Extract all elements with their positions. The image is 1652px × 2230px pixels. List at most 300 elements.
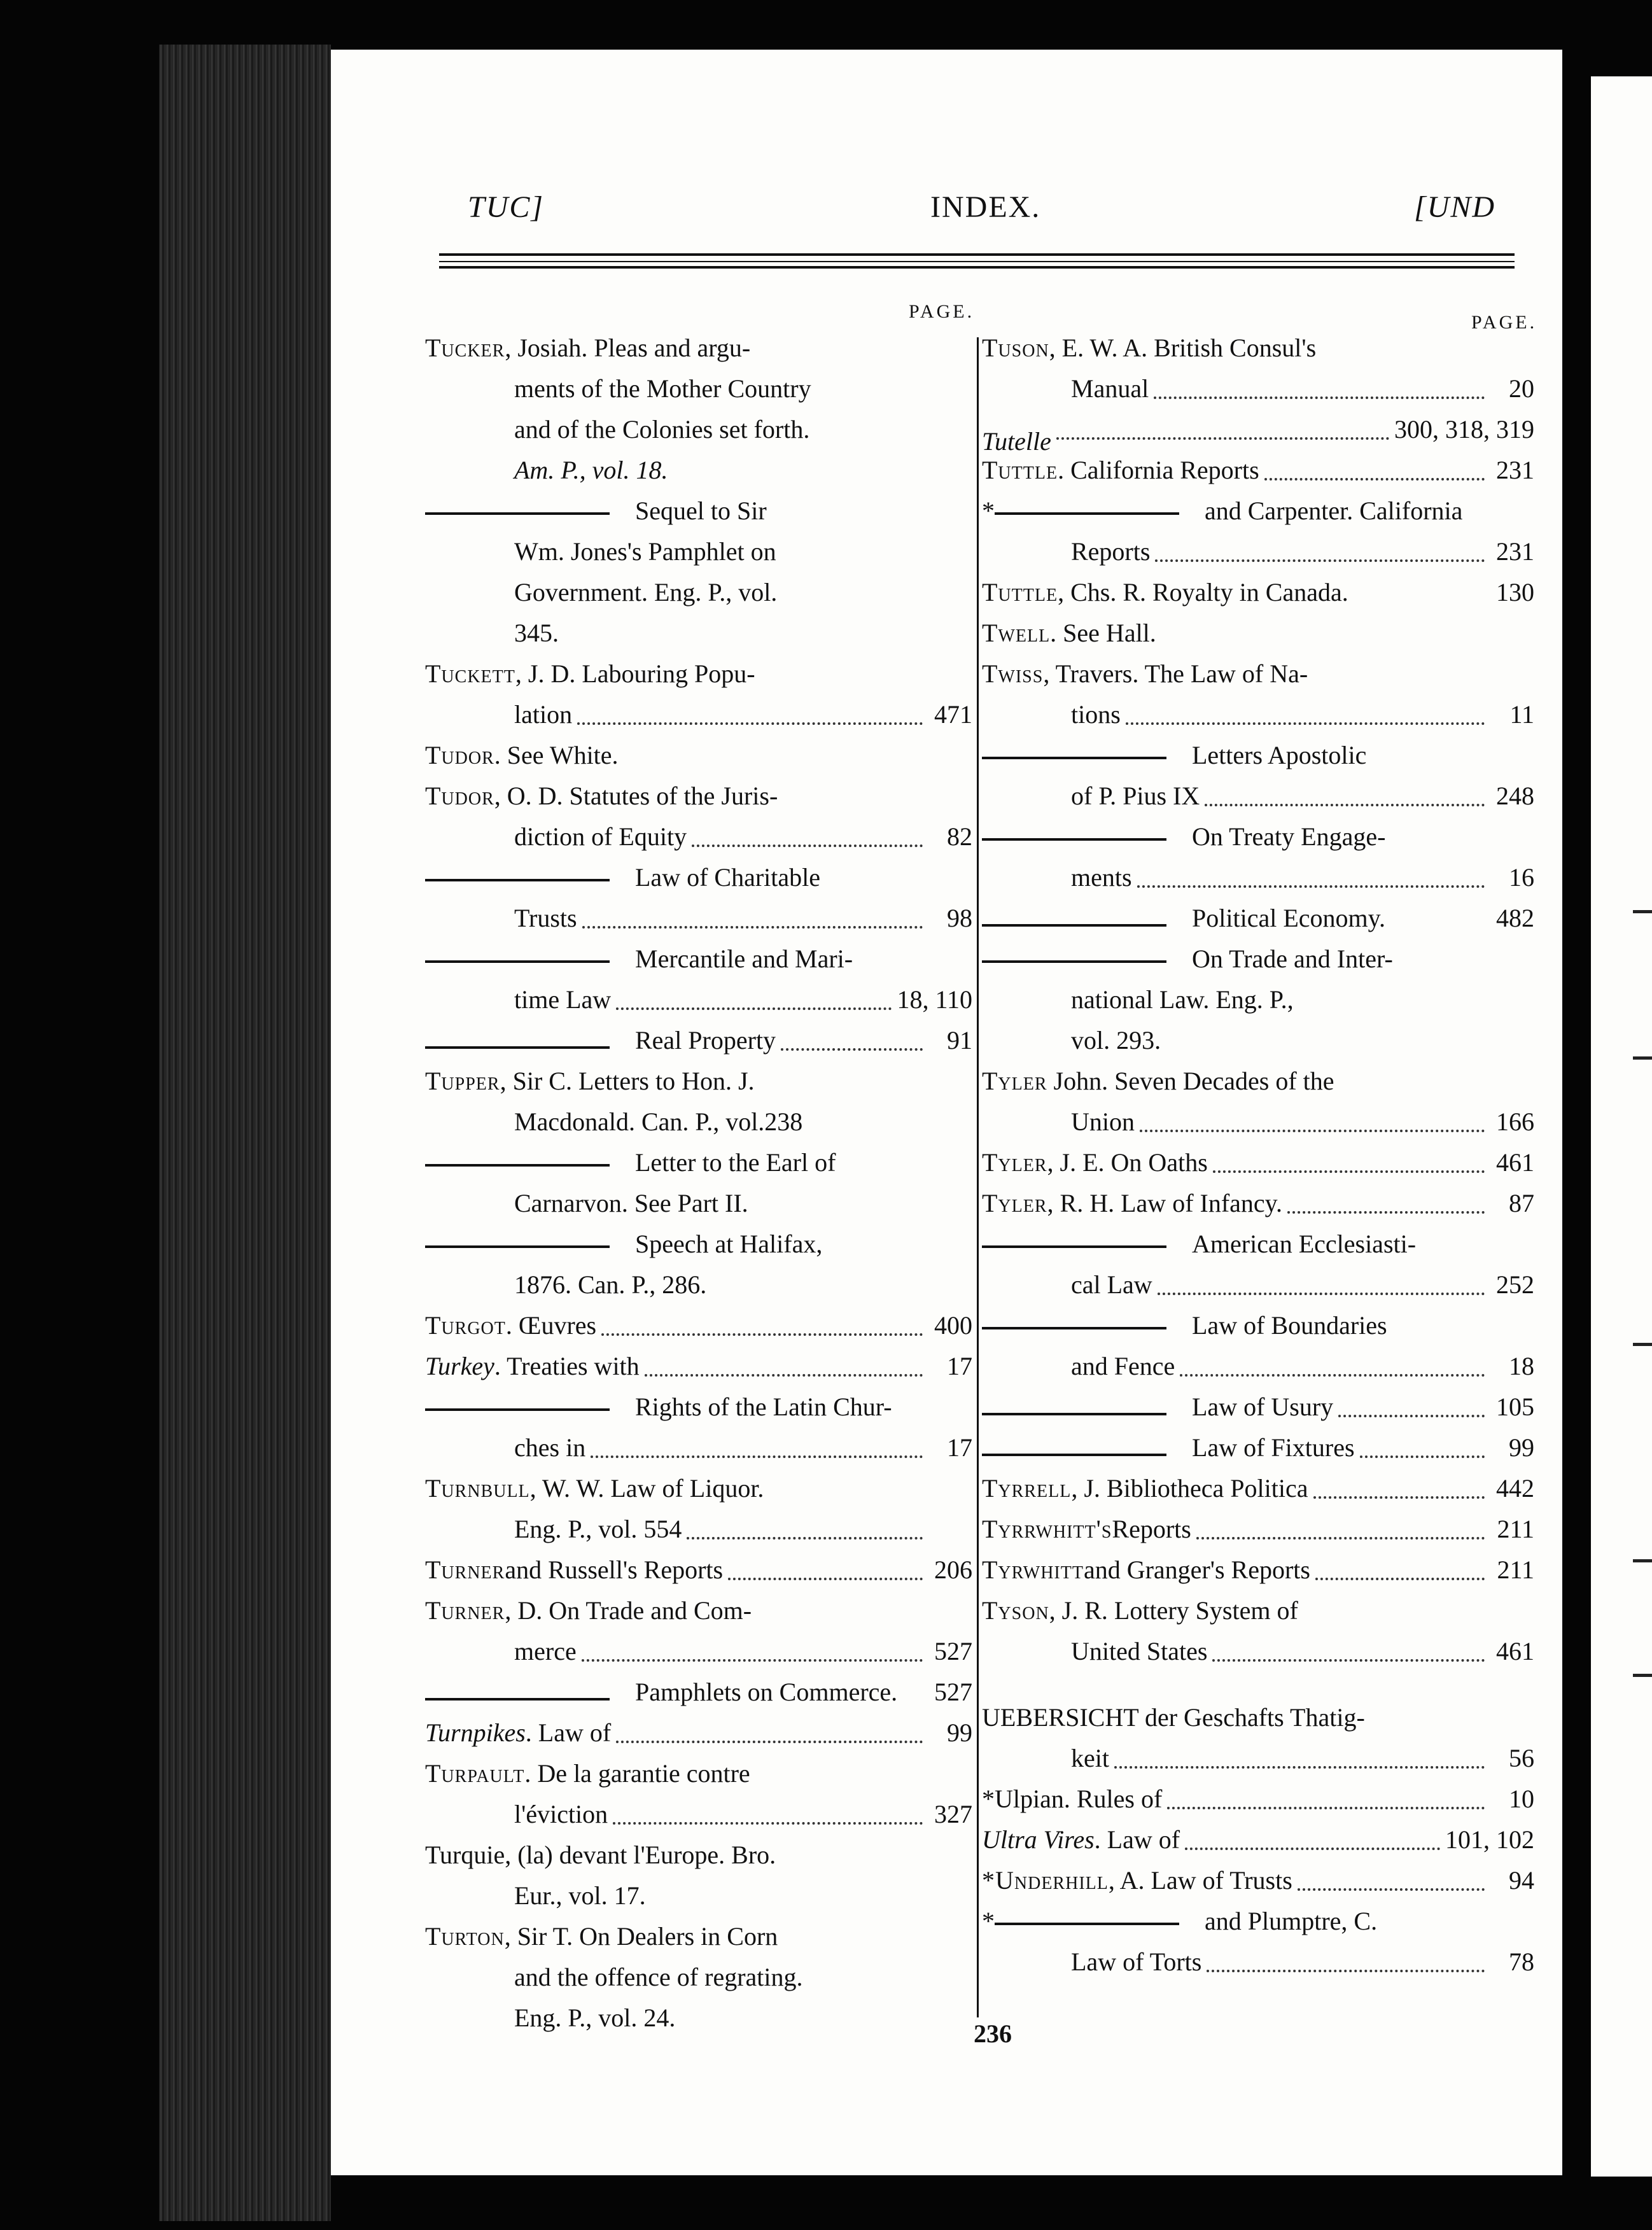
entry-heading: Tuckett [425, 659, 515, 688]
index-entry [425, 1916, 972, 2038]
leader-row [1071, 1265, 1534, 1305]
leader-row [1058, 572, 1534, 613]
page-ref: 99 [1509, 1433, 1534, 1462]
index-entry [425, 1224, 972, 1305]
index-entry [982, 1387, 1534, 1427]
index-entry [982, 735, 1534, 817]
entry-line [982, 1738, 1534, 1779]
next-page-edge [1591, 76, 1652, 2177]
dot-leader [1158, 1265, 1485, 1295]
star-marker: * [982, 1907, 995, 1935]
index-entry [425, 1305, 972, 1346]
index-entry [425, 735, 972, 776]
entry-line [425, 450, 972, 491]
entry-text: , O. D. Statutes of the Juris- [494, 782, 778, 810]
page-ref: 471 [934, 700, 972, 729]
index-entry [982, 491, 1534, 572]
entry-line [425, 1713, 972, 1753]
ditto-rule [425, 1046, 610, 1049]
entry-text: , J. E. On Oaths [1047, 1148, 1208, 1177]
ditto-rule [982, 838, 1166, 841]
entry-line [982, 531, 1534, 572]
index-entry [982, 1224, 1534, 1305]
dot-leader [687, 1509, 923, 1539]
index-entry [425, 1713, 972, 1753]
page-ref: 56 [1509, 1744, 1534, 1772]
column-divider [977, 337, 979, 2017]
entry-line [425, 979, 972, 1020]
entry-text: Eur., vol. 17. [514, 1881, 646, 1910]
entry-text: vol. 293. [1071, 1026, 1161, 1055]
entry-text: Macdonald. Can. P., vol.238 [514, 1107, 803, 1136]
entry-text: ments of the Mother Country [514, 374, 811, 403]
entry-text: 345. [514, 619, 559, 647]
entry-line [425, 1509, 972, 1550]
entry-text: , E. W. A. British Consul's [1049, 333, 1317, 362]
entry-text: Pamphlets on Commerce. [635, 1678, 898, 1706]
entry-line [425, 328, 972, 368]
leader-row [1071, 857, 1534, 898]
leader-row [1071, 1346, 1534, 1387]
entry-line [982, 1509, 1534, 1550]
page-ref: 461 [1496, 1637, 1534, 1665]
entry-line [982, 1305, 1534, 1346]
dot-leader [645, 1346, 923, 1377]
entry-text: tions [1071, 700, 1121, 729]
entry-text: Letters Apostolic [1192, 741, 1367, 769]
entry-line [425, 735, 972, 776]
leader-row [982, 1779, 1534, 1820]
entry-heading: Twell [982, 619, 1051, 647]
entry-line [425, 1427, 972, 1468]
dot-leader [1315, 1550, 1485, 1580]
entry-heading: Tyler [982, 1148, 1047, 1177]
page-ref: 98 [947, 904, 972, 932]
entry-line [425, 1142, 972, 1183]
entry-text: lation [514, 700, 573, 729]
entry-line [982, 817, 1534, 857]
dot-leader [1360, 1427, 1485, 1458]
index-entry [982, 1590, 1534, 1672]
entry-text: American Ecclesiasti- [1192, 1230, 1417, 1258]
entry-heading: Tyrrell [982, 1474, 1072, 1503]
entry-text: Law of Boundaries [1192, 1311, 1387, 1340]
entry-line [982, 939, 1534, 979]
entry-text: , Travers. The Law of Na- [1043, 659, 1308, 688]
dot-leader [1354, 572, 1485, 603]
entry-heading: Tyler [982, 1189, 1047, 1217]
index-entry [982, 1509, 1534, 1550]
dot-leader [1264, 450, 1485, 480]
entry-text: . De la garantie contre [524, 1759, 750, 1788]
page-ref: 206 [934, 1555, 972, 1584]
entry-line [425, 1794, 972, 1835]
ditto-rule [982, 960, 1166, 963]
entry-text: Eng. P., vol. 24. [514, 2003, 676, 2032]
index-entry [982, 328, 1534, 409]
dot-leader [577, 694, 923, 725]
index-entry [982, 1550, 1534, 1590]
entry-heading: *Underhill [982, 1866, 1109, 1895]
page-ref: 16 [1509, 863, 1534, 892]
entry-text: and Plumptre, C. [1205, 1907, 1378, 1935]
entry-text: Government. Eng. P., vol. [514, 578, 778, 607]
index-entry [982, 1142, 1534, 1183]
ditto-rule [982, 1245, 1166, 1248]
index-entry [425, 1550, 972, 1590]
dot-leader [1213, 1142, 1485, 1173]
leader-row [1095, 1820, 1534, 1860]
entry-text: . Law of [525, 1718, 612, 1747]
entry-text: , J. R. Lottery System of [1049, 1596, 1298, 1625]
entry-line [982, 368, 1534, 409]
dot-leader [591, 1427, 923, 1458]
ditto-rule [425, 512, 610, 515]
index-entry [982, 817, 1534, 898]
entry-text: . Law of [1094, 1825, 1180, 1854]
index-entry [425, 654, 972, 735]
entry-text: Sequel to Sir [635, 496, 767, 525]
page-ref: 231 [1496, 456, 1534, 484]
entry-line [982, 1550, 1534, 1590]
entry-line [982, 776, 1534, 817]
entry-line [982, 1697, 1534, 1738]
entry-heading: Turnpikes [425, 1718, 526, 1747]
leader-row [1084, 1550, 1534, 1590]
ditto-rule [425, 1164, 610, 1167]
dot-leader [1338, 1387, 1485, 1417]
entry-text: Political Economy. [1192, 904, 1386, 932]
index-entry [982, 1697, 1534, 1779]
index-entry [425, 1020, 972, 1061]
page-ref: 400 [934, 1311, 972, 1340]
entry-line [425, 694, 972, 735]
entry-line [982, 1427, 1534, 1468]
entry-text: Eng. P., vol. 554 [514, 1515, 682, 1543]
entry-line [982, 1224, 1534, 1265]
index-entry [982, 939, 1534, 1061]
header-rule-mid [439, 261, 1515, 262]
entry-line [982, 1387, 1534, 1427]
entry-text: Law of Fixtures [1192, 1433, 1355, 1462]
entry-text: ments [1071, 863, 1132, 892]
page-label-right: PAGE. [1471, 312, 1537, 333]
page-ref: 82 [947, 822, 972, 851]
entry-heading: Turner [425, 1596, 505, 1625]
leader-row [1071, 1631, 1534, 1672]
page-ref: 248 [1496, 782, 1534, 810]
entry-line [425, 1550, 972, 1590]
entry-line [425, 1061, 972, 1102]
entry-heading: Tutelle [982, 427, 1051, 456]
page-ref: 300, 318, 319 [1394, 415, 1534, 444]
leader-row [1071, 1102, 1534, 1142]
entry-line [425, 1265, 972, 1305]
entry-line [425, 1468, 972, 1509]
index-entry [425, 491, 972, 654]
entry-line [425, 1753, 972, 1794]
dot-leader [1180, 1346, 1485, 1377]
index-entry [982, 1860, 1534, 1901]
index-column-right [982, 328, 1534, 1982]
entry-line [425, 1957, 972, 1998]
ditto-rule [425, 960, 610, 963]
entry-line [982, 491, 1534, 531]
page-ref: 211 [1497, 1555, 1534, 1584]
entry-line [425, 1224, 972, 1265]
index-entry [425, 1468, 972, 1550]
leader-row [514, 1509, 972, 1550]
page-ref [928, 1509, 972, 1550]
entry-text: and the offence of regrating. [514, 1963, 803, 1991]
index-entry [425, 1346, 972, 1387]
leader-row [1047, 1183, 1534, 1224]
page-ref: 482 [1496, 904, 1534, 932]
entry-text: . Treaties with [494, 1352, 640, 1380]
edge-mark [1633, 1343, 1652, 1346]
leader-row [1071, 776, 1534, 817]
entry-line [982, 572, 1534, 613]
entry-line [425, 654, 972, 694]
entry-text: , Sir T. On Dealers in Corn [504, 1922, 778, 1951]
index-entry [425, 1835, 972, 1916]
dot-leader [1390, 898, 1485, 929]
page-ref: 94 [1509, 1866, 1534, 1895]
dot-leader [1313, 1468, 1485, 1499]
leader-row [1071, 1942, 1534, 1982]
entry-text: , Josiah. Pleas and argu- [505, 333, 751, 362]
entry-text: and Russell's Reports [505, 1555, 724, 1584]
leader-row [1071, 694, 1534, 735]
running-head-right: [UND [1414, 190, 1496, 224]
entry-line [982, 1820, 1534, 1860]
entry-gap [982, 1672, 1534, 1697]
index-entry [982, 1305, 1534, 1387]
page-number: 236 [974, 2019, 1012, 2048]
leader-row [1058, 450, 1534, 491]
entry-heading: Turgot [425, 1311, 506, 1340]
page-ref: 527 [934, 1637, 972, 1665]
entry-text: and of the Colonies set forth. [514, 415, 810, 444]
entry-line [425, 1590, 972, 1631]
entry-text: , J. Bibliotheca Politica [1071, 1474, 1308, 1503]
entry-line [982, 328, 1534, 368]
leader-row [514, 1631, 972, 1672]
entry-text: *Ulpian. Rules of [982, 1785, 1163, 1813]
entry-text: cal Law [1071, 1270, 1152, 1299]
header-rule-top [439, 253, 1515, 256]
entry-text: Turquie, (la) devant l'Europe. Bro. [425, 1841, 776, 1869]
entry-line [982, 1901, 1534, 1942]
dot-leader [1056, 409, 1389, 440]
leader-row [514, 898, 972, 939]
entry-line [982, 735, 1534, 776]
entry-text: l'éviction [514, 1800, 608, 1828]
leader-row [494, 1346, 972, 1387]
page-ref: 130 [1496, 578, 1534, 607]
index-entry [982, 1183, 1534, 1224]
ditto-rule [982, 1454, 1166, 1456]
entry-text: Wm. Jones's Pamphlet on [514, 537, 776, 566]
index-entry [425, 939, 972, 1020]
dot-leader [601, 1305, 923, 1336]
entry-line [982, 898, 1534, 939]
index-entry [982, 1901, 1534, 1982]
dot-leader [902, 1672, 923, 1702]
entry-heading: Twiss [982, 659, 1044, 688]
leader-row [514, 1427, 972, 1468]
entry-text: John. Seven Decades of the [1047, 1067, 1334, 1095]
entry-text: , W. W. Law of Liquor. [529, 1474, 764, 1503]
page-ref: 231 [1496, 537, 1534, 566]
dot-leader [781, 1020, 923, 1051]
entry-text: and Carpenter. California [1205, 496, 1463, 525]
index-entry [425, 328, 972, 491]
entry-line [425, 1346, 972, 1387]
dot-leader [1155, 531, 1485, 562]
edge-mark [1633, 910, 1652, 913]
running-head-left: TUC] [468, 190, 545, 224]
leader-row [514, 817, 972, 857]
entry-heading: Tudor [425, 741, 494, 769]
index-entry [982, 1427, 1534, 1468]
page-ref: 166 [1496, 1107, 1534, 1136]
entry-text: , Chs. R. Royalty in Canada. [1058, 578, 1348, 607]
index-entry [982, 1061, 1534, 1142]
dot-leader [1154, 368, 1485, 399]
dot-leader [1205, 776, 1485, 806]
page-ref: 442 [1496, 1474, 1534, 1503]
entry-line [425, 1672, 972, 1713]
edge-mark [1633, 1056, 1652, 1060]
running-head-center: INDEX. [930, 190, 1041, 224]
entry-line [425, 1916, 972, 1957]
index-entry [982, 409, 1534, 456]
leader-row [1071, 368, 1534, 409]
index-entry [982, 1468, 1534, 1509]
ditto-rule [995, 512, 1179, 515]
entry-line [425, 1102, 972, 1142]
entry-text: ches in [514, 1433, 586, 1462]
entry-heading: Tuson [982, 333, 1049, 362]
entry-text: and Fence [1071, 1352, 1175, 1380]
entry-line [425, 572, 972, 613]
entry-line [982, 1468, 1534, 1509]
page-ref: 211 [1497, 1515, 1534, 1543]
leader-row [1047, 1142, 1534, 1183]
entry-line [425, 531, 972, 572]
leader-row [1071, 531, 1534, 572]
dot-leader [1137, 857, 1485, 888]
edge-mark [1633, 1674, 1652, 1677]
dot-leader [1212, 1631, 1485, 1662]
entry-line [425, 368, 972, 409]
dot-leader [1167, 1779, 1485, 1809]
entry-text: . See White. [494, 741, 619, 769]
leader-row [1192, 898, 1534, 939]
entry-line [425, 1631, 972, 1672]
entry-line [982, 979, 1534, 1020]
leader-row [1192, 1387, 1534, 1427]
entry-text: Mercantile and Mari- [635, 944, 853, 973]
page-ref: 78 [1509, 1947, 1534, 1976]
leader-row [514, 694, 972, 735]
page-label-left: PAGE. [909, 301, 975, 322]
entry-text: of P. Pius IX [1071, 782, 1200, 810]
page-ref: 91 [947, 1026, 972, 1055]
entry-text: Reports [1071, 537, 1151, 566]
edge-mark [1633, 1559, 1652, 1562]
entry-heading: Tyrrwhitt's [982, 1515, 1112, 1543]
index-entry [982, 1779, 1534, 1820]
dot-leader [692, 817, 923, 847]
ditto-rule [982, 757, 1166, 759]
index-entry [982, 898, 1534, 939]
entry-text: merce [514, 1637, 577, 1665]
page-ref: 10 [1509, 1785, 1534, 1813]
ditto-rule [982, 1413, 1166, 1415]
entry-line [982, 450, 1534, 491]
leader-row [1109, 1860, 1534, 1901]
page-ref: 18 [1509, 1352, 1534, 1380]
entry-line [982, 613, 1534, 654]
entry-line [982, 1631, 1534, 1672]
index-entry [425, 857, 972, 939]
entry-line [982, 1061, 1534, 1102]
entry-line [425, 817, 972, 857]
ditto-rule [425, 879, 610, 881]
page-ref: 461 [1496, 1148, 1534, 1177]
entry-line [982, 1779, 1534, 1820]
entry-line [425, 776, 972, 817]
index-entry [425, 1061, 972, 1142]
ditto-rule [982, 924, 1166, 927]
entry-line [425, 1998, 972, 2038]
entry-line [982, 1942, 1534, 1982]
index-entry [425, 1672, 972, 1713]
ditto-rule [425, 1408, 610, 1411]
dot-leader [728, 1550, 923, 1580]
entry-text: . Œuvres [505, 1311, 597, 1340]
index-entry [982, 450, 1534, 491]
entry-heading: Tudor [425, 782, 494, 810]
leader-row [1112, 1509, 1534, 1550]
index-entry [425, 1590, 972, 1672]
leader-row [635, 1020, 972, 1061]
entry-text: Law of Usury [1192, 1392, 1334, 1421]
index-entry [982, 654, 1534, 735]
entry-text: . California Reports [1058, 456, 1259, 484]
entry-text: On Trade and Inter- [1192, 944, 1393, 973]
entry-line [425, 1183, 972, 1224]
page-ref: 87 [1509, 1189, 1534, 1217]
entry-heading: Tucker [425, 333, 505, 362]
entry-heading: Tyler [982, 1067, 1047, 1095]
dot-leader [582, 1631, 923, 1662]
entry-line [982, 1265, 1534, 1305]
dot-leader [1207, 1942, 1485, 1972]
entry-heading: Tuttle [982, 578, 1058, 607]
index-entry [425, 776, 972, 857]
entry-text: , Sir C. Letters to Hon. J. [500, 1067, 755, 1095]
entry-line [425, 1020, 972, 1061]
entry-text: , A. Law of Trusts [1108, 1866, 1292, 1895]
entry-text: Speech at Halifax, [635, 1230, 823, 1258]
index-entry [425, 1142, 972, 1224]
entry-text: United States [1071, 1637, 1208, 1665]
entry-heading: Turner [425, 1555, 505, 1584]
leader-row [526, 1713, 972, 1753]
